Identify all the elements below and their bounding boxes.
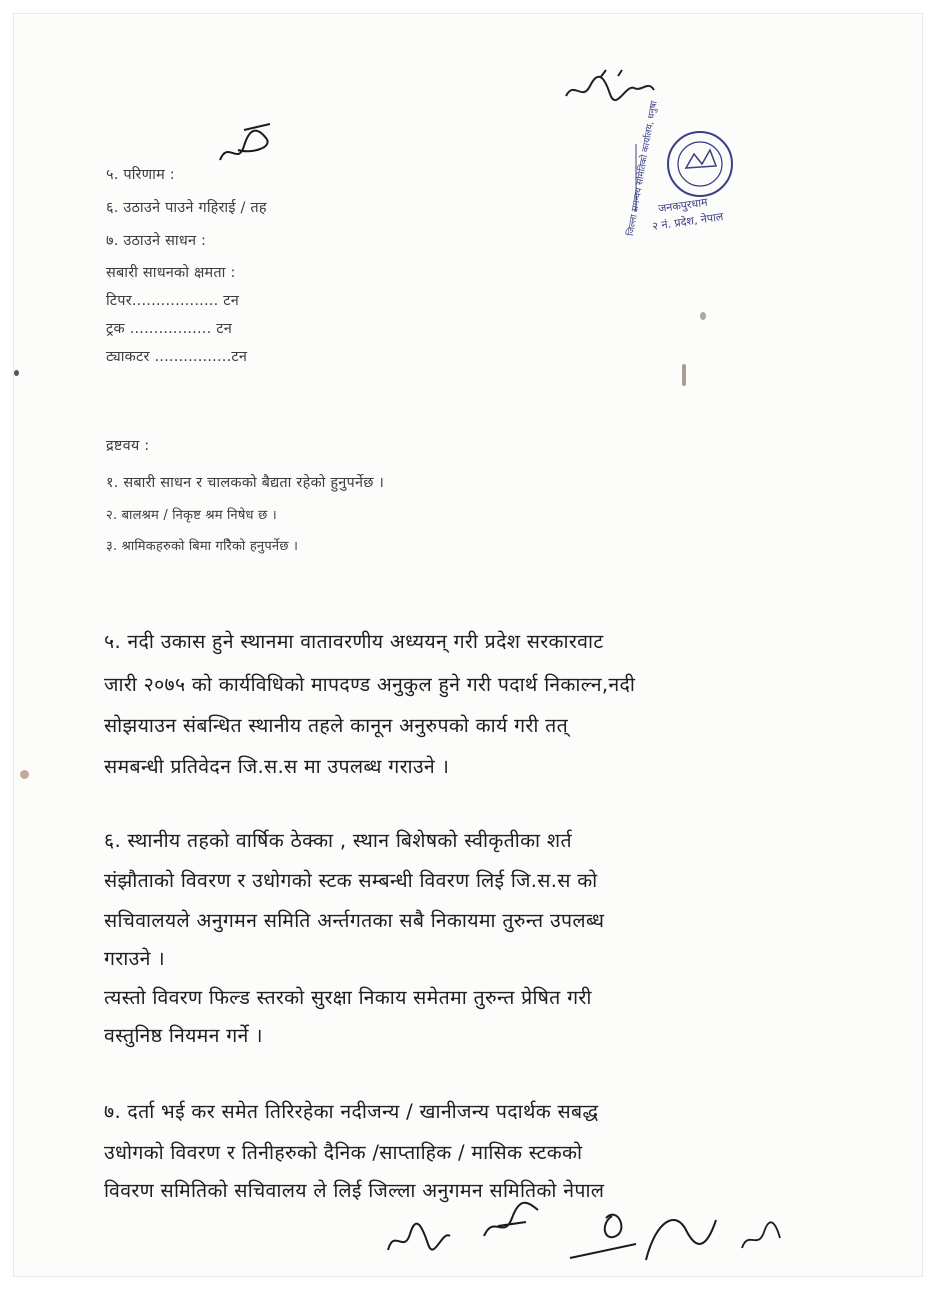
- paper-speck: [14, 370, 19, 376]
- signature-top: [214, 120, 276, 172]
- item-sadhan: ७. उठाउने साधन :: [106, 233, 207, 249]
- para6-line1: ६. स्थानीय तहको वार्षिक ठेक्का , स्थान बिशेषको स्वीकृतीका शर्त: [104, 829, 572, 852]
- stamp-line2: २ नं. प्रदेश, नेपाल: [651, 210, 725, 233]
- paper-speck: [682, 364, 686, 386]
- signature-bottom-3: [566, 1200, 726, 1270]
- item-tractor: ट्याकटर ................टन: [106, 349, 248, 365]
- note-3: ३. श्रामिकहरुको बिमा गरिैको हनुपर्नेछ ।: [106, 539, 299, 554]
- para6-line2: संझौताको विवरण र उधोगको स्टक सम्बन्धी विवरण लिई जि.स.स को: [104, 869, 598, 892]
- para7-line1: ७. दर्ता भई कर समेत तिरिरहेका नदीजन्य / खानीजन्य पदार्थक सबद्ध: [104, 1100, 599, 1123]
- para5-line1: ५. नदी उकास हुने स्थानमा वातावरणीय अध्ययन् गरी प्रदेश सरकारवाट: [104, 630, 604, 653]
- stamp-line1: जनकपुरधाम: [657, 195, 709, 216]
- para6-line5: त्यस्तो विवरण फिल्ड स्तरको सुरक्षा निकाय समेतमा तुरुन्त प्रेषित गरी: [104, 986, 592, 1009]
- paper-speck: [700, 312, 706, 320]
- item-capacity: सबारी साधनको क्षमता :: [106, 265, 236, 281]
- para7-line2: उधोगको विवरण र तिनीहरुको दैनिक /साप्ताहिक / मासिक स्टकको: [104, 1141, 583, 1164]
- paper-speck: [20, 770, 29, 779]
- signature-bottom-2: [478, 1196, 544, 1248]
- note-1: १. सबारी साधन र चालकको बैद्यता रहेको हुनुपर्नेछ ।: [106, 475, 385, 491]
- para7-line3: विवरण समितिको सचिवालय ले लिई जिल्ला अनुगमन समितिको नेपाल: [104, 1179, 605, 1202]
- para5-line3: सोझयाउन संबन्धित स्थानीय तहले कानून अनुरुपको कार्य गरी तत्: [104, 714, 569, 737]
- stamp-arc-text: जिल्ला समन्वय समितिको कार्यालय, धनुषा: [626, 100, 660, 237]
- para5-line4: समबन्धी प्रतिवेदन जि.स.स मा उपलब्ध गराउने ।: [104, 755, 450, 778]
- para6-line3: सचिवालयले अनुगमन समिति अर्न्तगतका सबै निकायमा तुरुन्त उपलब्ध: [104, 909, 605, 932]
- office-stamp: [622, 100, 752, 238]
- para5-line2: जारी २०७५ को कार्यविधिको मापदण्ड अनुकुल हुने गरी पदार्थ निकाल्न,नदी: [104, 673, 636, 696]
- handwritten-note: [560, 66, 660, 110]
- signature-bottom-1: [384, 1214, 454, 1262]
- para6-line6: वस्तुनिष्ठ नियमन गर्ने ।: [104, 1024, 263, 1047]
- item-depth: ६. उठाउने पाउने गहिराई / तह: [106, 200, 267, 216]
- para6-line4: गराउने ।: [104, 947, 165, 970]
- item-truck: ट्रक ................. टन: [106, 321, 232, 337]
- signature-bottom-4: [738, 1214, 784, 1258]
- note-2: २. बालश्रम / निकृष्ट श्रम निषेध छ ।: [106, 508, 277, 523]
- note-heading: द्रष्टवय :: [106, 438, 150, 454]
- item-parinam: ५. परिणाम :: [106, 167, 175, 183]
- item-tipper: टिपर.................. टन: [106, 293, 239, 309]
